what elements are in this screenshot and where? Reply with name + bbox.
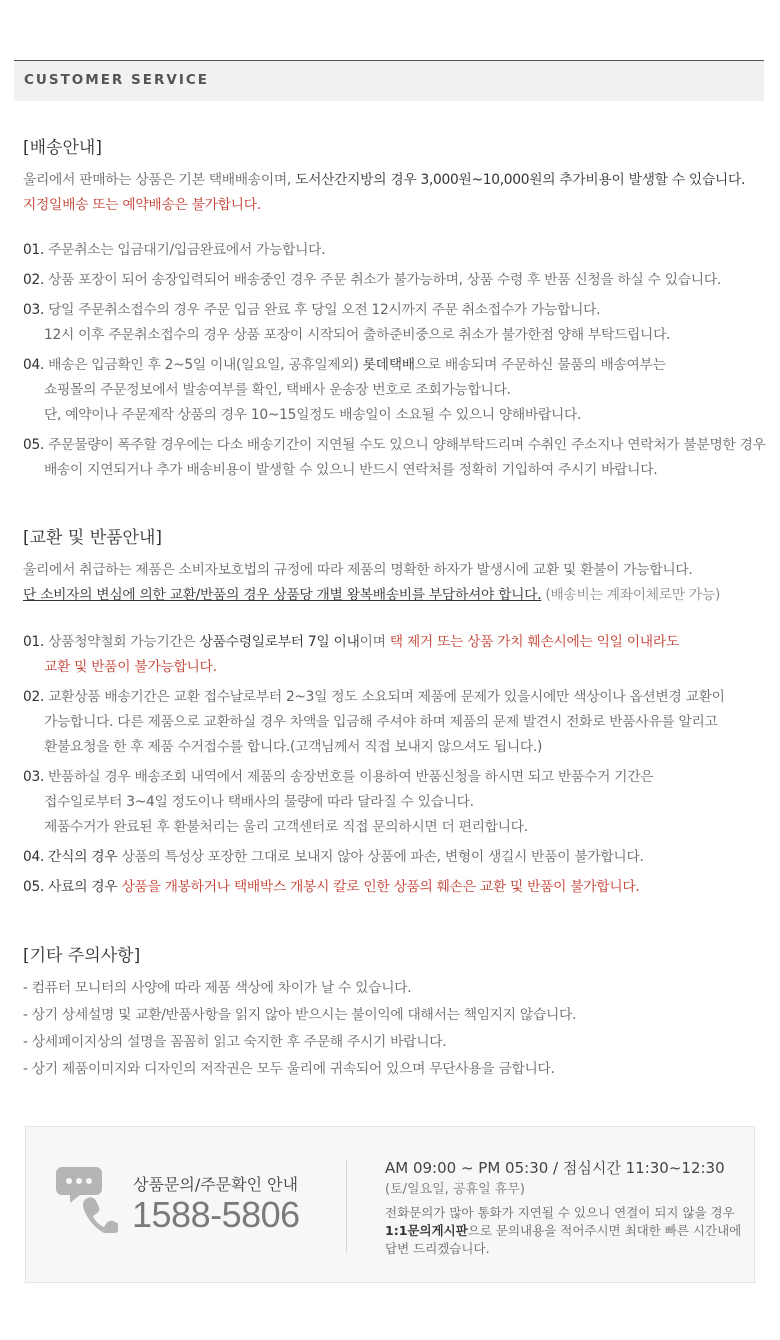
contact-divider [346,1159,347,1253]
section-header [14,61,764,101]
exchange-item-3 [23,767,653,787]
shipping-item-4-line3: 단, 예약이나 주문제작 상품의 경우 10~15일정도 배송일이 소요될 수 있으니 양해바랍니다. [44,407,582,423]
exchange-title: [교환 및 반품안내] [23,528,163,548]
shipping-notice: 지정일배송 또는 예약배송은 불가합니다. [23,197,261,213]
item-text: 이며 [359,634,390,650]
item-number: 05. [23,879,45,895]
item-text: 배송은 입금확인 후 2~5일 이내(일요일, 공휴일제외) [44,357,363,373]
shipping-item-2 [23,270,721,290]
exchange-item-1 [23,632,679,652]
item-text: 상품의 특성상 포장한 그대로 보내지 않아 상품에 파손, 변형이 생길시 반품이 불가합니다. [117,849,644,865]
exchange-shipping-fee-notice: 단 소비자의 변심에 의한 교환/반품의 경우 상품당 개별 왕복배송비를 부담하셔야 합니다. [23,587,542,603]
contact-note-3: 답변 드리겠습니다. [385,1241,490,1256]
item-text: 반품하실 경우 배송조회 내역에서 제품의 송장번호를 이용하여 반품신청을 하시면 되고 반품수거 기간은 [44,769,654,785]
exchange-intro-2 [23,585,720,605]
other-item-4: - 상기 제품이미지와 디자인의 저작권은 모두 울리에 귀속되어 있으며 무단사용을 금합니다. [23,1061,555,1077]
item-warning: 상품을 개봉하거나 택배박스 개봉시 칼로 인한 상품의 훼손은 교환 및 반품이 불가합니다. [117,879,640,895]
exchange-item-3-line3: 제품수거가 완료된 후 환불처리는 울리 고객센터로 직접 문의하시면 더 편리합니다. [44,819,528,835]
exchange-item-2-line2: 가능합니다. 다른 제품으로 교환하실 경우 차액을 입금해 주셔야 하며 제품의 문제 발견시 전화로 반품사유를 알리고 [44,714,718,730]
shipping-item-5-line2: 배송이 지연되거나 추가 배송비용이 발생할 수 있으니 반드시 연락처를 정확히 기입하여 주시기 바랍니다. [44,462,658,478]
item-emphasis: 사료의 경우 [44,879,118,895]
item-text: 주문물량이 폭주할 경우에는 다소 배송기간이 지연될 수도 있으니 양해부탁드리며 수취인 주소지나 연락처가 불분명한 경우 [44,437,766,453]
contact-note-1: 전화문의가 많아 통화가 지연될 수 있으니 연결이 되지 않을 경우 [385,1205,735,1220]
item-number: 01. [23,634,45,650]
item-number: 02. [23,272,45,288]
contact-phone-number[interactable]: 1588-5806 [132,1194,300,1235]
shipping-title: [배송안내] [23,138,102,158]
shipping-item-3-line2: 12시 이후 주문취소접수의 경우 상품 포장이 시작되어 출하준비중으로 취소가 불가한점 양해 부탁드립니다. [44,327,671,343]
other-title: [기타 주의사항] [23,946,141,966]
shipping-intro-text: 울리에서 판매하는 상품은 기본 택배배송이며, [23,172,296,188]
holiday-notice: (토/일요일, 공휴일 휴무) [385,1182,525,1197]
page-title: CUSTOMER SERVICE [24,72,209,88]
shipping-item-4 [23,355,666,375]
item-text: 상품청약철회 가능기간은 [44,634,200,650]
contact-label: 상품문의/주문확인 안내 [133,1175,299,1194]
shipping-item-4-line2: 쇼핑몰의 주문정보에서 발송여부를 확인, 택배사 운송장 번호로 조회가능합니다. [44,382,511,398]
qna-board-link[interactable]: 1:1문의게시판 [385,1223,468,1238]
shipping-intro-emphasis: 도서산간지방의 경우 3,000원~10,000원의 추가비용이 발생할 수 있습니다. [295,172,746,188]
contact-note-2 [385,1221,741,1239]
item-text: 으로 배송되며 주문하신 물품의 배송여부는 [414,357,666,373]
other-item-3: - 상세페이지상의 설명을 꼼꼼히 읽고 숙지한 후 주문해 주시기 바랍니다. [23,1034,447,1050]
item-emphasis: 간식의 경우 [44,849,118,865]
item-text: 당일 주문취소접수의 경우 주문 입금 완료 후 당일 오전 12시까지 주문 취소접수가 가능합니다. [44,302,601,318]
contact-box [25,1126,755,1283]
item-emphasis: 상품수령일로부터 7일 이내 [199,634,360,650]
item-text: 주문취소는 입금대기/입금완료에서 가능합니다. [44,242,326,258]
exchange-item-3-line2: 접수일로부터 3~4일 정도이나 택배사의 물량에 따라 달라질 수 있습니다. [44,794,474,810]
item-text: 교환상품 배송기간은 교환 접수날로부터 2~3일 정도 소요되며 제품에 문제가 있을시에만 색상이나 옵션변경 교환이 [44,689,725,705]
item-number: 03. [23,302,45,318]
shipping-intro [23,170,745,190]
shipping-item-1 [23,240,325,260]
shipping-item-5 [23,435,766,455]
item-number: 03. [23,769,45,785]
item-number: 05. [23,437,45,453]
exchange-item-2-line3: 환불요청을 한 후 제품 수거접수를 합니다.(고객님께서 직접 보내지 않으셔도 됩니다.) [44,739,543,755]
exchange-item-1-line2: 교환 및 반품이 불가능합니다. [44,659,217,675]
item-number: 04. [23,849,45,865]
courier-name: 롯데택배 [362,357,415,373]
item-number: 01. [23,242,45,258]
exchange-item-2 [23,687,725,707]
exchange-item-5 [23,877,639,897]
contact-note-text: 으로 문의내용을 적어주시면 최대한 빠른 시간내에 [467,1223,742,1238]
exchange-payment-note: (배송비는 계좌이체로만 가능) [541,587,721,603]
exchange-item-4 [23,847,644,867]
exchange-intro: 울리에서 취급하는 제품은 소비자보호법의 규정에 따라 제품의 명확한 하자가 발생시에 교환 및 환불이 가능합니다. [23,562,693,578]
other-item-2: - 상기 상세설명 및 교환/반품사항을 읽지 않아 받으시는 불이익에 대해서는 책임지지 않습니다. [23,1007,577,1023]
item-number: 02. [23,689,45,705]
item-warning: 택 제거 또는 상품 가치 훼손시에는 익일 이내라도 [389,634,679,650]
item-text: 상품 포장이 되어 송장입력되어 배송중인 경우 주문 취소가 불가능하며, 상품 수령 후 반품 신청을 하실 수 있습니다. [44,272,721,288]
other-item-1: - 컴퓨터 모니터의 사양에 따라 제품 색상에 차이가 날 수 있습니다. [23,980,412,996]
phone-chat-icon [56,1163,118,1233]
shipping-item-3 [23,300,600,320]
business-hours: AM 09:00 ~ PM 05:30 / 점심시간 11:30~12:30 [385,1159,725,1177]
item-number: 04. [23,357,45,373]
